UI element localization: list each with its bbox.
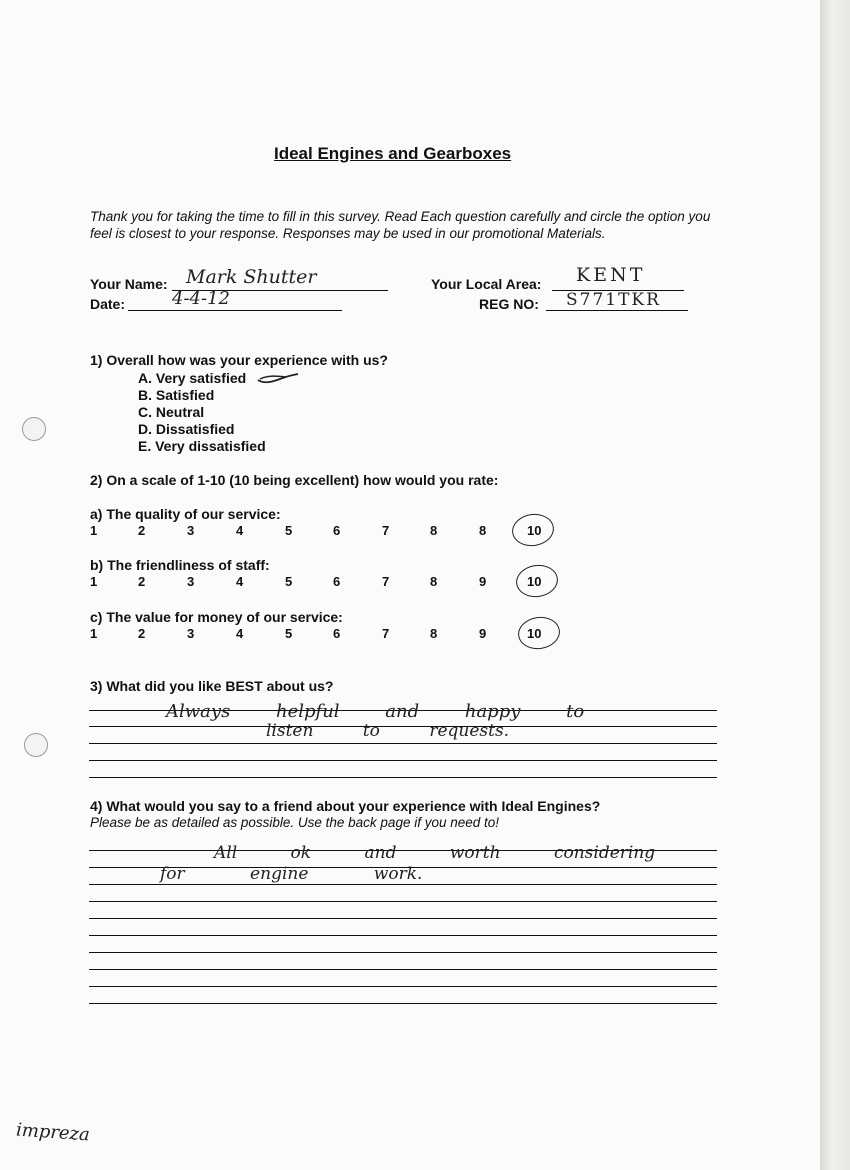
- q3-question: 3) What did you like BEST about us?: [90, 678, 334, 694]
- q2a-scale: [90, 523, 650, 539]
- q2c-scale: [90, 626, 650, 642]
- date-label: Date:: [90, 296, 126, 312]
- q1-option-e[interactable]: E. Very dissatisfied: [138, 438, 266, 454]
- reg-line: [546, 310, 688, 311]
- q2a-option-1[interactable]: 1: [90, 523, 98, 538]
- q4-line-9: [89, 986, 717, 987]
- q2a-option-10[interactable]: 10: [527, 523, 542, 538]
- q2b-label: b) The friendliness of staff:: [90, 557, 270, 573]
- q3-answer-line-2[interactable]: listen to requests.: [266, 721, 510, 741]
- q2a-option-4[interactable]: 4: [236, 523, 244, 538]
- q2b-scale: [90, 574, 650, 590]
- q4-line-8: [89, 969, 717, 970]
- q4-hint: Please be as detailed as possible. Use the back page if you need to!: [90, 815, 500, 830]
- q2c-option-4[interactable]: 4: [236, 626, 244, 641]
- q2c-selected-circle: [516, 614, 562, 652]
- q2b-option-8[interactable]: 8: [430, 574, 438, 589]
- q2b-option-9[interactable]: 9: [479, 574, 487, 589]
- q1-option-b[interactable]: B. Satisfied: [138, 387, 215, 403]
- q1-option-c[interactable]: C. Neutral: [138, 404, 205, 420]
- q2a-option-5[interactable]: 5: [285, 523, 293, 538]
- q2a-selected-circle: [510, 511, 556, 549]
- q2b-option-2[interactable]: 2: [138, 574, 146, 589]
- q2c-label: c) The value for money of our service:: [90, 609, 343, 625]
- q2a-option-3[interactable]: 3: [187, 523, 195, 538]
- q1-option-a[interactable]: A. Very satisfied: [138, 370, 247, 386]
- q2b-option-3[interactable]: 3: [187, 574, 195, 589]
- q2a-option-6[interactable]: 6: [333, 523, 341, 538]
- name-field[interactable]: Mark Shutter: [186, 266, 317, 288]
- page-edge-shadow: [820, 0, 850, 1170]
- q2a-option-9[interactable]: 8: [479, 523, 487, 538]
- q4-question: 4) What would you say to a friend about your experience with Ideal Engines?: [90, 798, 601, 814]
- q2c-option-7[interactable]: 7: [382, 626, 390, 641]
- area-field[interactable]: KENT: [576, 264, 646, 286]
- q2-question: 2) On a scale of 1-10 (10 being excellent) how would you rate:: [90, 472, 499, 488]
- q4-line-3: [89, 884, 717, 885]
- q2b-option-10[interactable]: 10: [527, 574, 542, 589]
- q2b-option-4[interactable]: 4: [236, 574, 244, 589]
- q1-question: 1) Overall how was your experience with us?: [90, 352, 388, 368]
- q2c-option-1[interactable]: 1: [90, 626, 98, 641]
- tick-mark-icon: [256, 371, 300, 385]
- q2c-option-10[interactable]: 10: [527, 626, 542, 641]
- punch-hole-bottom: [24, 733, 48, 757]
- date-field[interactable]: 4-4-12: [172, 288, 230, 309]
- q3-line-3: [89, 743, 717, 744]
- reg-label: REG NO:: [479, 296, 539, 312]
- q2c-option-3[interactable]: 3: [187, 626, 195, 641]
- form-intro: Thank you for taking the time to fill in this survey. Read Each question carefully and circle the option you feel is closest to your response. Responses may be used in our promotional Materials.: [90, 209, 711, 241]
- q2a-option-7[interactable]: 7: [382, 523, 390, 538]
- reg-field[interactable]: S771TKR: [566, 290, 661, 310]
- q2b-selected-circle: [514, 562, 560, 600]
- q3-answer-line-1[interactable]: Always helpful and happy to: [166, 701, 585, 722]
- q2b-option-6[interactable]: 6: [333, 574, 341, 589]
- q2c-option-8[interactable]: 8: [430, 626, 438, 641]
- q4-line-6: [89, 935, 717, 936]
- q4-answer-line-1[interactable]: All ok and worth considering: [214, 843, 656, 863]
- date-line: [128, 310, 342, 311]
- punch-hole-top: [22, 417, 46, 441]
- q2a-label: a) The quality of our service:: [90, 506, 281, 522]
- q4-line-7: [89, 952, 717, 953]
- q2b-option-5[interactable]: 5: [285, 574, 293, 589]
- q4-line-5: [89, 918, 717, 919]
- footer-note: impreza: [15, 1119, 91, 1146]
- q4-answer-line-2[interactable]: for engine work.: [160, 864, 423, 884]
- q2c-option-2[interactable]: 2: [138, 626, 146, 641]
- q2c-option-5[interactable]: 5: [285, 626, 293, 641]
- q2b-option-1[interactable]: 1: [90, 574, 98, 589]
- area-label: Your Local Area:: [431, 276, 542, 292]
- q3-line-4: [89, 760, 717, 761]
- q2b-option-7[interactable]: 7: [382, 574, 390, 589]
- q2c-option-9[interactable]: 9: [479, 626, 487, 641]
- q2a-option-2[interactable]: 2: [138, 523, 146, 538]
- q3-line-5: [89, 777, 717, 778]
- q2a-option-8[interactable]: 8: [430, 523, 438, 538]
- q4-line-10: [89, 1003, 717, 1004]
- q2c-option-6[interactable]: 6: [333, 626, 341, 641]
- name-label: Your Name:: [90, 276, 168, 292]
- q1-option-d[interactable]: D. Dissatisfied: [138, 421, 235, 437]
- q4-line-4: [89, 901, 717, 902]
- form-title: Ideal Engines and Gearboxes: [274, 144, 512, 163]
